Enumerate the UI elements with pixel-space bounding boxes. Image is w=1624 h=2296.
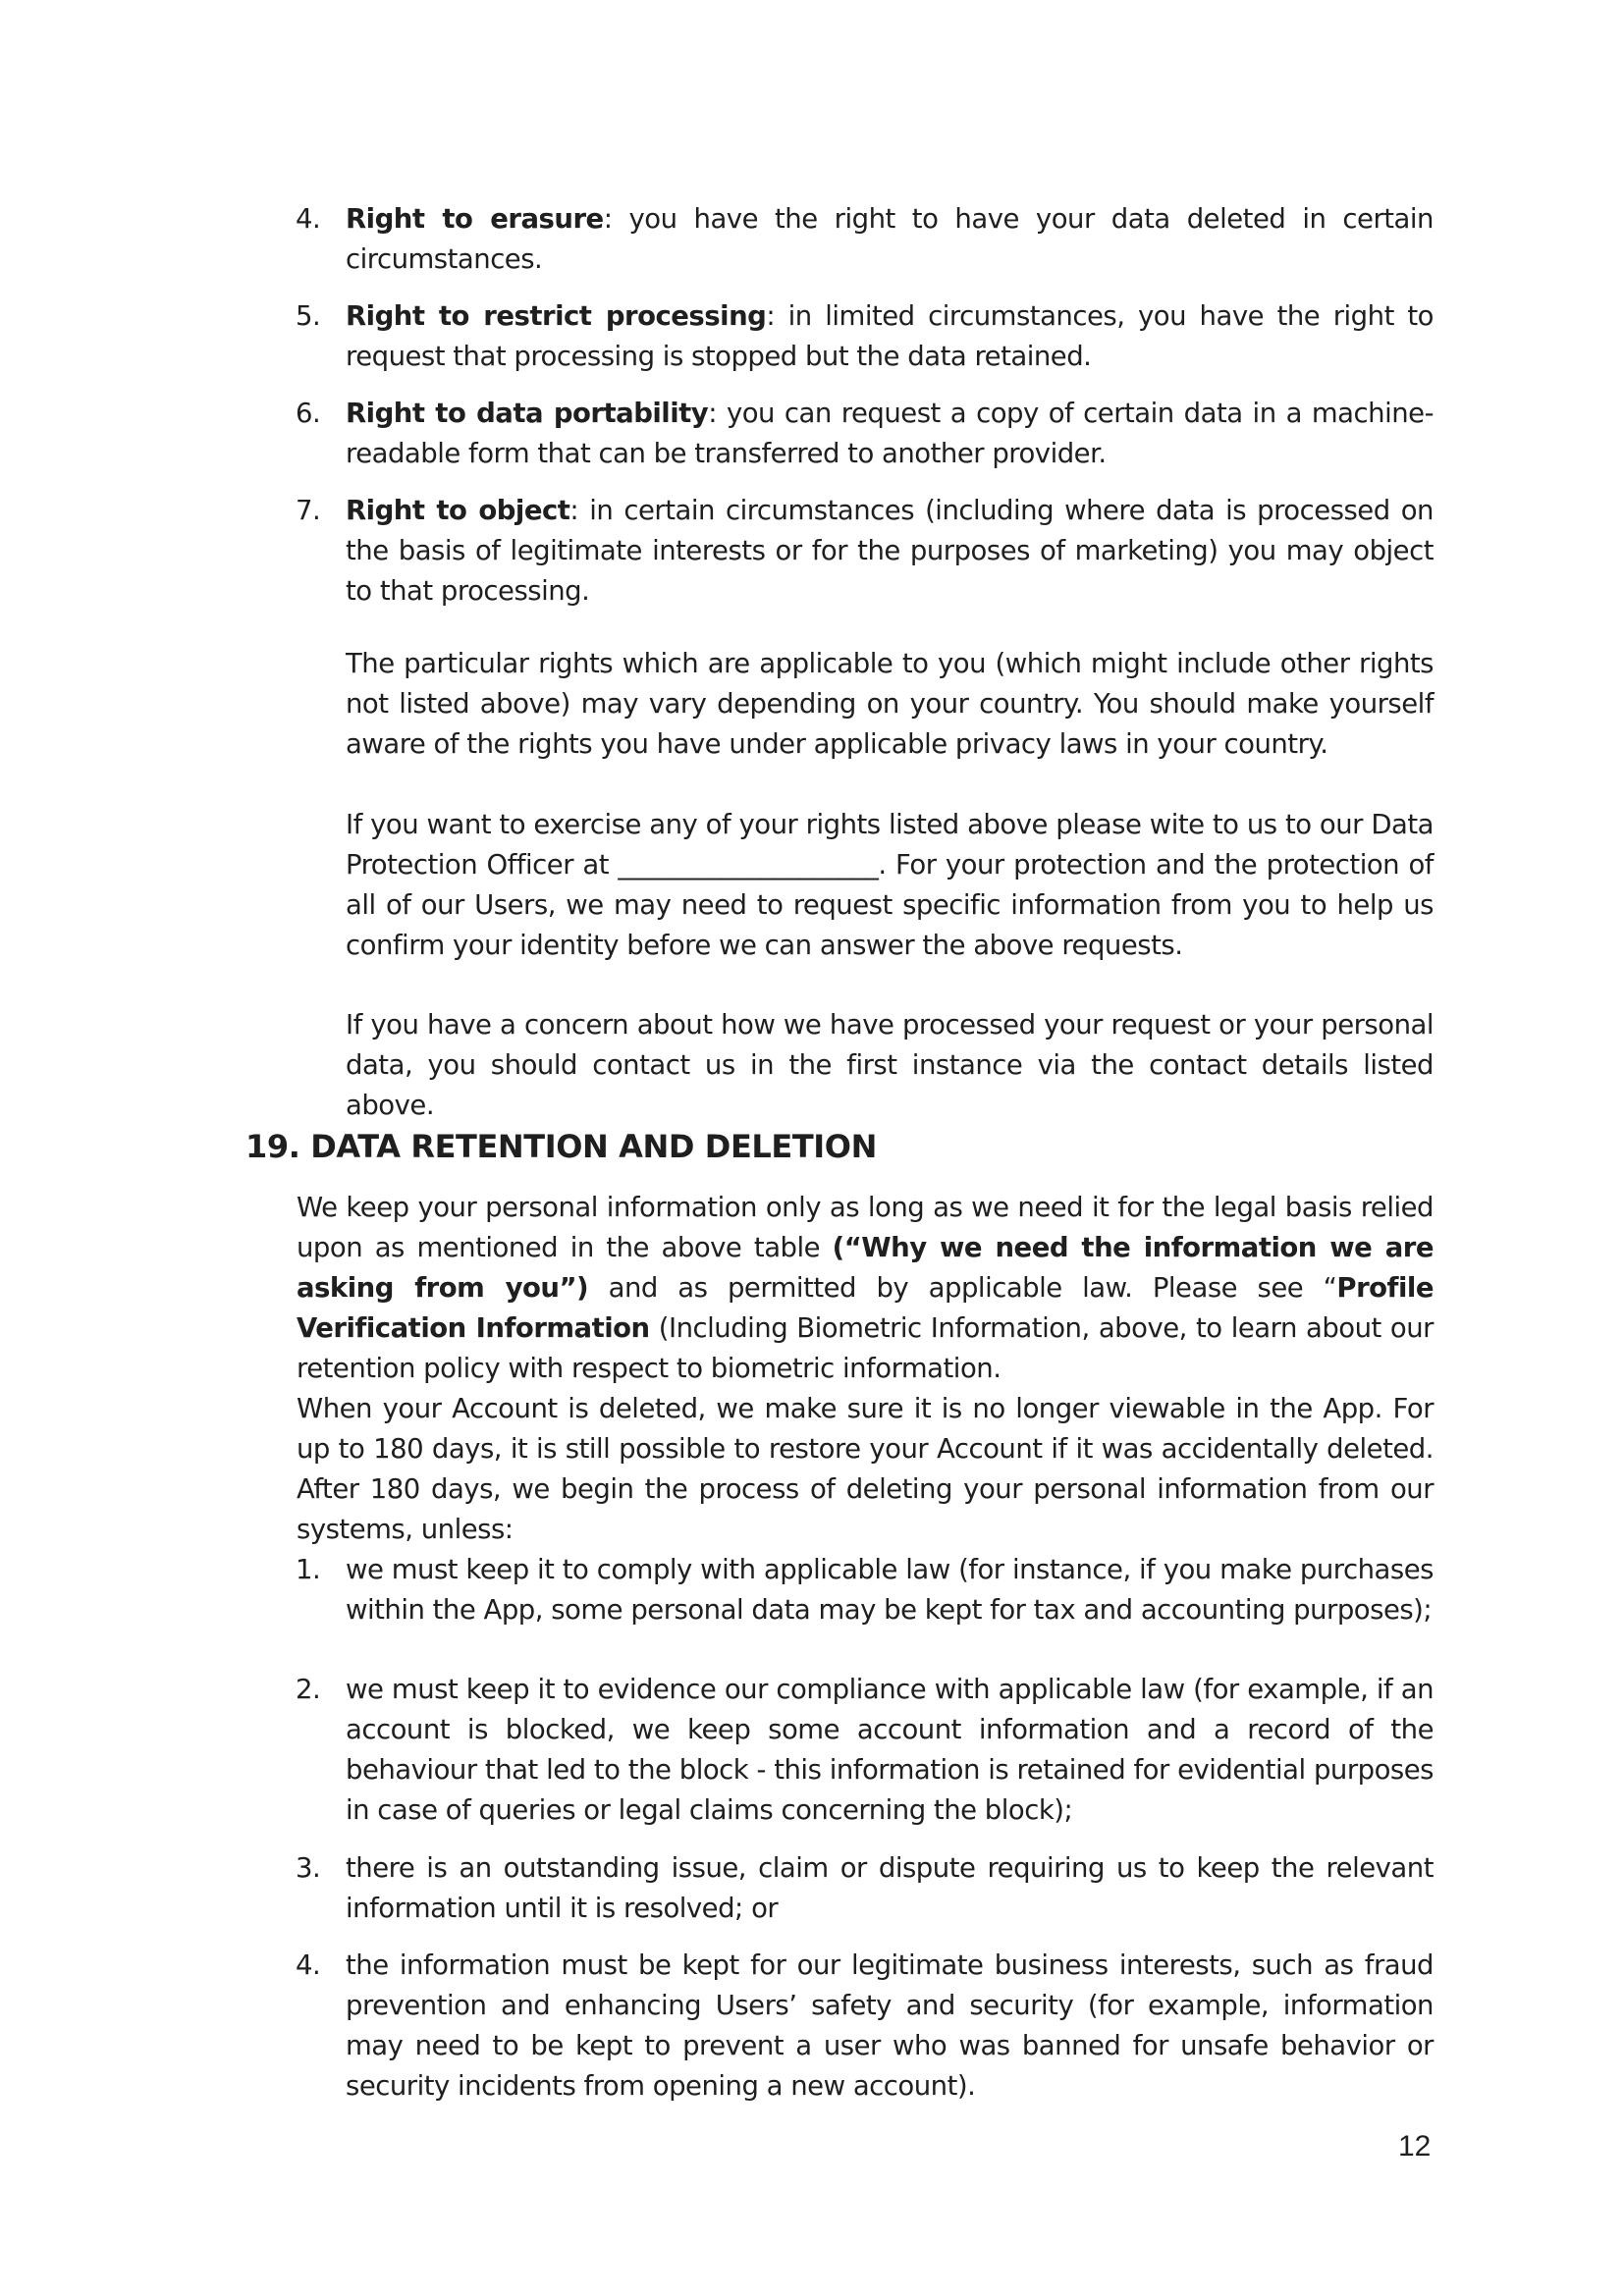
list-number: 3. [296,1852,321,1884]
exercise-rights-paragraph: If you want to exercise any of your rights listed above please wite to us to our Data Protection Officer at ____________________. For your protection and the protection of all of our Users, we may need to request specific information from you to help us confirm your identity before we can answer the above requests. [346,809,1434,961]
list-number: 6. [296,398,321,429]
list-item-title: Right to erasure [346,203,604,235]
retention-text: We keep your personal information only as long as we need it for the legal basis relied upon as mentioned in the above table [297,1192,1434,1263]
list-number: 5. [296,300,321,332]
list-item [296,1946,1434,2107]
list-item [296,1848,1434,1929]
list-item [296,394,1434,474]
list-item-text: we must keep it to evidence our compliance with applicable law (for example, if an account is blocked, we keep some account information and a record of the behaviour that led to the block - this information is retained for evidential purposes in case of queries or legal claims concerning the block); [346,1674,1434,1826]
list-item-title: Right to data portability [346,398,709,429]
retention-bold-reference: (“Why we need the information we are asking from you”) [297,1232,1434,1304]
list-item-title: Right to object [346,495,570,526]
list-number: 1. [296,1554,321,1585]
list-item [296,199,1434,280]
list-item [296,1550,1434,1630]
list-item [296,491,1434,612]
list-item [296,296,1434,377]
list-item-text: : you can request a copy of certain data in a machine-readable form that can be transferred to another provider. [346,398,1434,469]
concern-paragraph: If you have a concern about how we have processed your request or your personal data, you should contact us in the first instance via the contact details listed above. [346,1009,1434,1121]
page-number: 12 [1398,2130,1432,2163]
list-item [296,1670,1434,1831]
retention-text: and as permitted by applicable law. Please see “ [588,1272,1337,1304]
list-item-text: we must keep it to comply with applicable law (for instance, if you make purchases within the App, some personal data may be kept for tax and accounting purposes); [346,1554,1434,1626]
list-number: 4. [296,203,321,235]
section-heading: 19. DATA RETENTION AND DELETION [245,1128,877,1165]
list-item-text: the information must be kept for our legitimate business interests, such as fraud prevention and enhancing Users’ safety and security (for example, information may need to be kept to prevent a user who was banned for unsafe behavior or security incidents from opening a new account). [346,1949,1434,2102]
list-number: 2. [296,1674,321,1705]
list-item-text: : you have the right to have your data deleted in certain circumstances. [346,203,1434,275]
list-number: 4. [296,1949,321,1981]
list-item-text: : in certain circumstances (including where data is processed on the basis of legitimate interests or for the purposes of marketing) you may object to that processing. [346,495,1434,607]
list-item-title: Right to restrict processing [346,300,767,332]
list-number: 7. [296,495,321,526]
retention-paragraph [297,1188,1434,1389]
retention-text: (Including Biometric Information, above, to learn about our retention policy with respect to biometric information. [297,1312,1434,1384]
rights-country-paragraph: The particular rights which are applicable to you (which might include other rights not listed above) may vary depending on your country. You should make yourself aware of the rights you have under applicable privacy laws in your country. [346,648,1434,760]
list-item-text: : in limited circumstances, you have the right to request that processing is stopped but the data retained. [346,300,1434,372]
list-item-text: there is an outstanding issue, claim or dispute requiring us to keep the relevant information until it is resolved; or [346,1852,1434,1924]
retention-bold-reference: Profile Verification Information [297,1272,1434,1344]
deletion-paragraph: When your Account is deleted, we make sure it is no longer viewable in the App. For up to 180 days, it is still possible to restore your Account if it was accidentally deleted. After 180 days, we begin the process of deleting your personal information from our systems, unless: [297,1393,1434,1545]
